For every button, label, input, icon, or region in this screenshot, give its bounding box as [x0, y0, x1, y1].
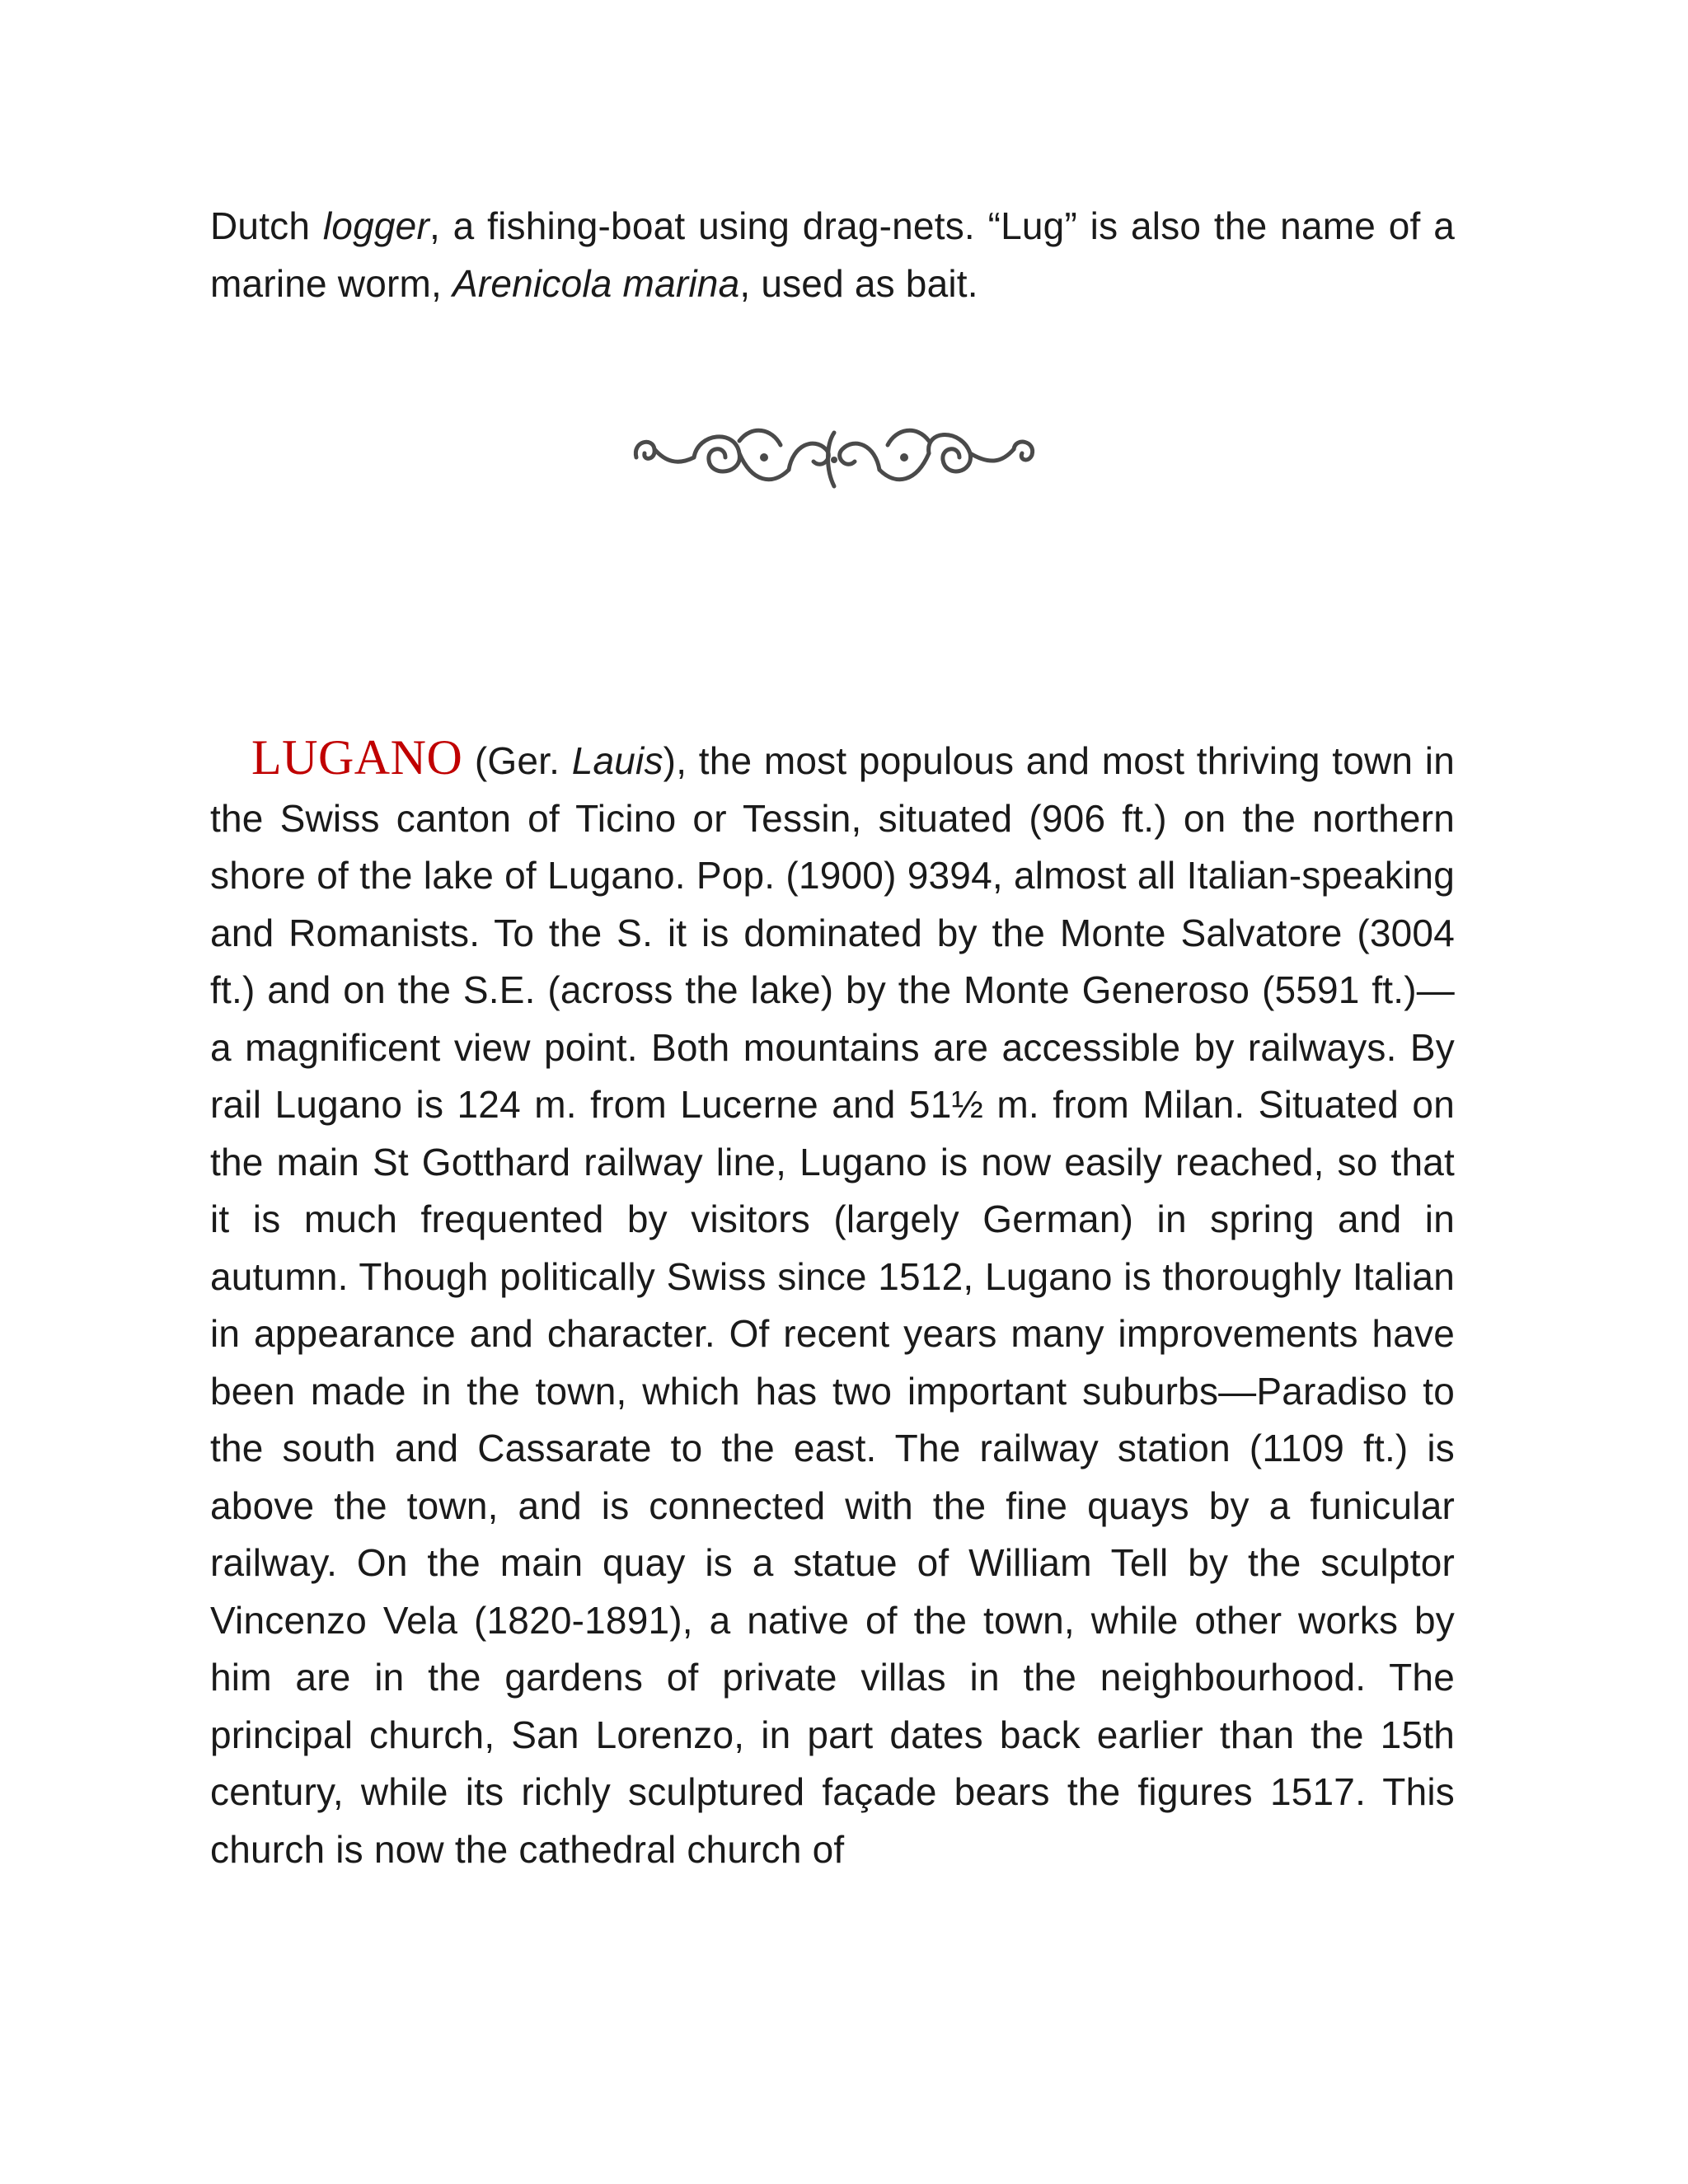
intro-text-2: , a fishing-boat using drag-nets. “Lug” is also the name of a marine worm, — [210, 204, 1455, 305]
article-heading: LUGANO — [251, 730, 463, 785]
article-text-1: (Ger. — [462, 739, 572, 782]
article-body: ), the most populous and most thriving town in the Swiss canton of Ticino or Tessin, situated (906 ft.) on the northern shore of the lake of Lugano. Pop. (1900) 9394, almost all Italian-speaking and Romanists. To the S. it is dominated by the Monte Salvatore (3004 ft.) and on the S.E. (across the lake) by the Monte Generoso (5591 ft.)—a magnificent view point. Both mountains are accessible by railways. By rail Lugano is 124 m. from Lucerne and 51½ m. from Milan. Situated on the main St Gotthard railway line, Lugano is now easily reached, so that it is much frequented by visitors (largely German) in spring and in autumn. Though politically Swiss since 1512, Lugano is thoroughly Italian in appearance and character. Of recent years many improvements have been made in the town, which has two important suburbs—Paradiso to the south and Cassarate to the east. The railway station (1109 ft.) is above the town, and is connected with the fine quays by a funicular railway. On the main quay is a statue of William Tell by the sculptor Vincenzo Vela (1820-1891), a native of the town, while other works by him are in the gardens of private villas in the neighbourhood. The principal church, San Lorenzo, in part dates back earlier than the 15th century, while its richly sculptured façade bears the figures 1517. This church is now the cathedral church of — [210, 739, 1455, 1871]
scroll-ornament-icon — [628, 412, 1040, 503]
article-lugano — [210, 729, 1455, 1878]
article-paragraph — [210, 729, 1455, 1878]
intro-text-3: , used as bait. — [739, 261, 978, 305]
intro-italic-arenicola: Arenicola marina — [452, 261, 740, 305]
intro-italic-logger: logger — [322, 204, 429, 247]
article-italic-lauis: Lauis — [571, 739, 663, 782]
intro-paragraph — [210, 198, 1455, 312]
intro-text-1: Dutch — [210, 204, 323, 247]
